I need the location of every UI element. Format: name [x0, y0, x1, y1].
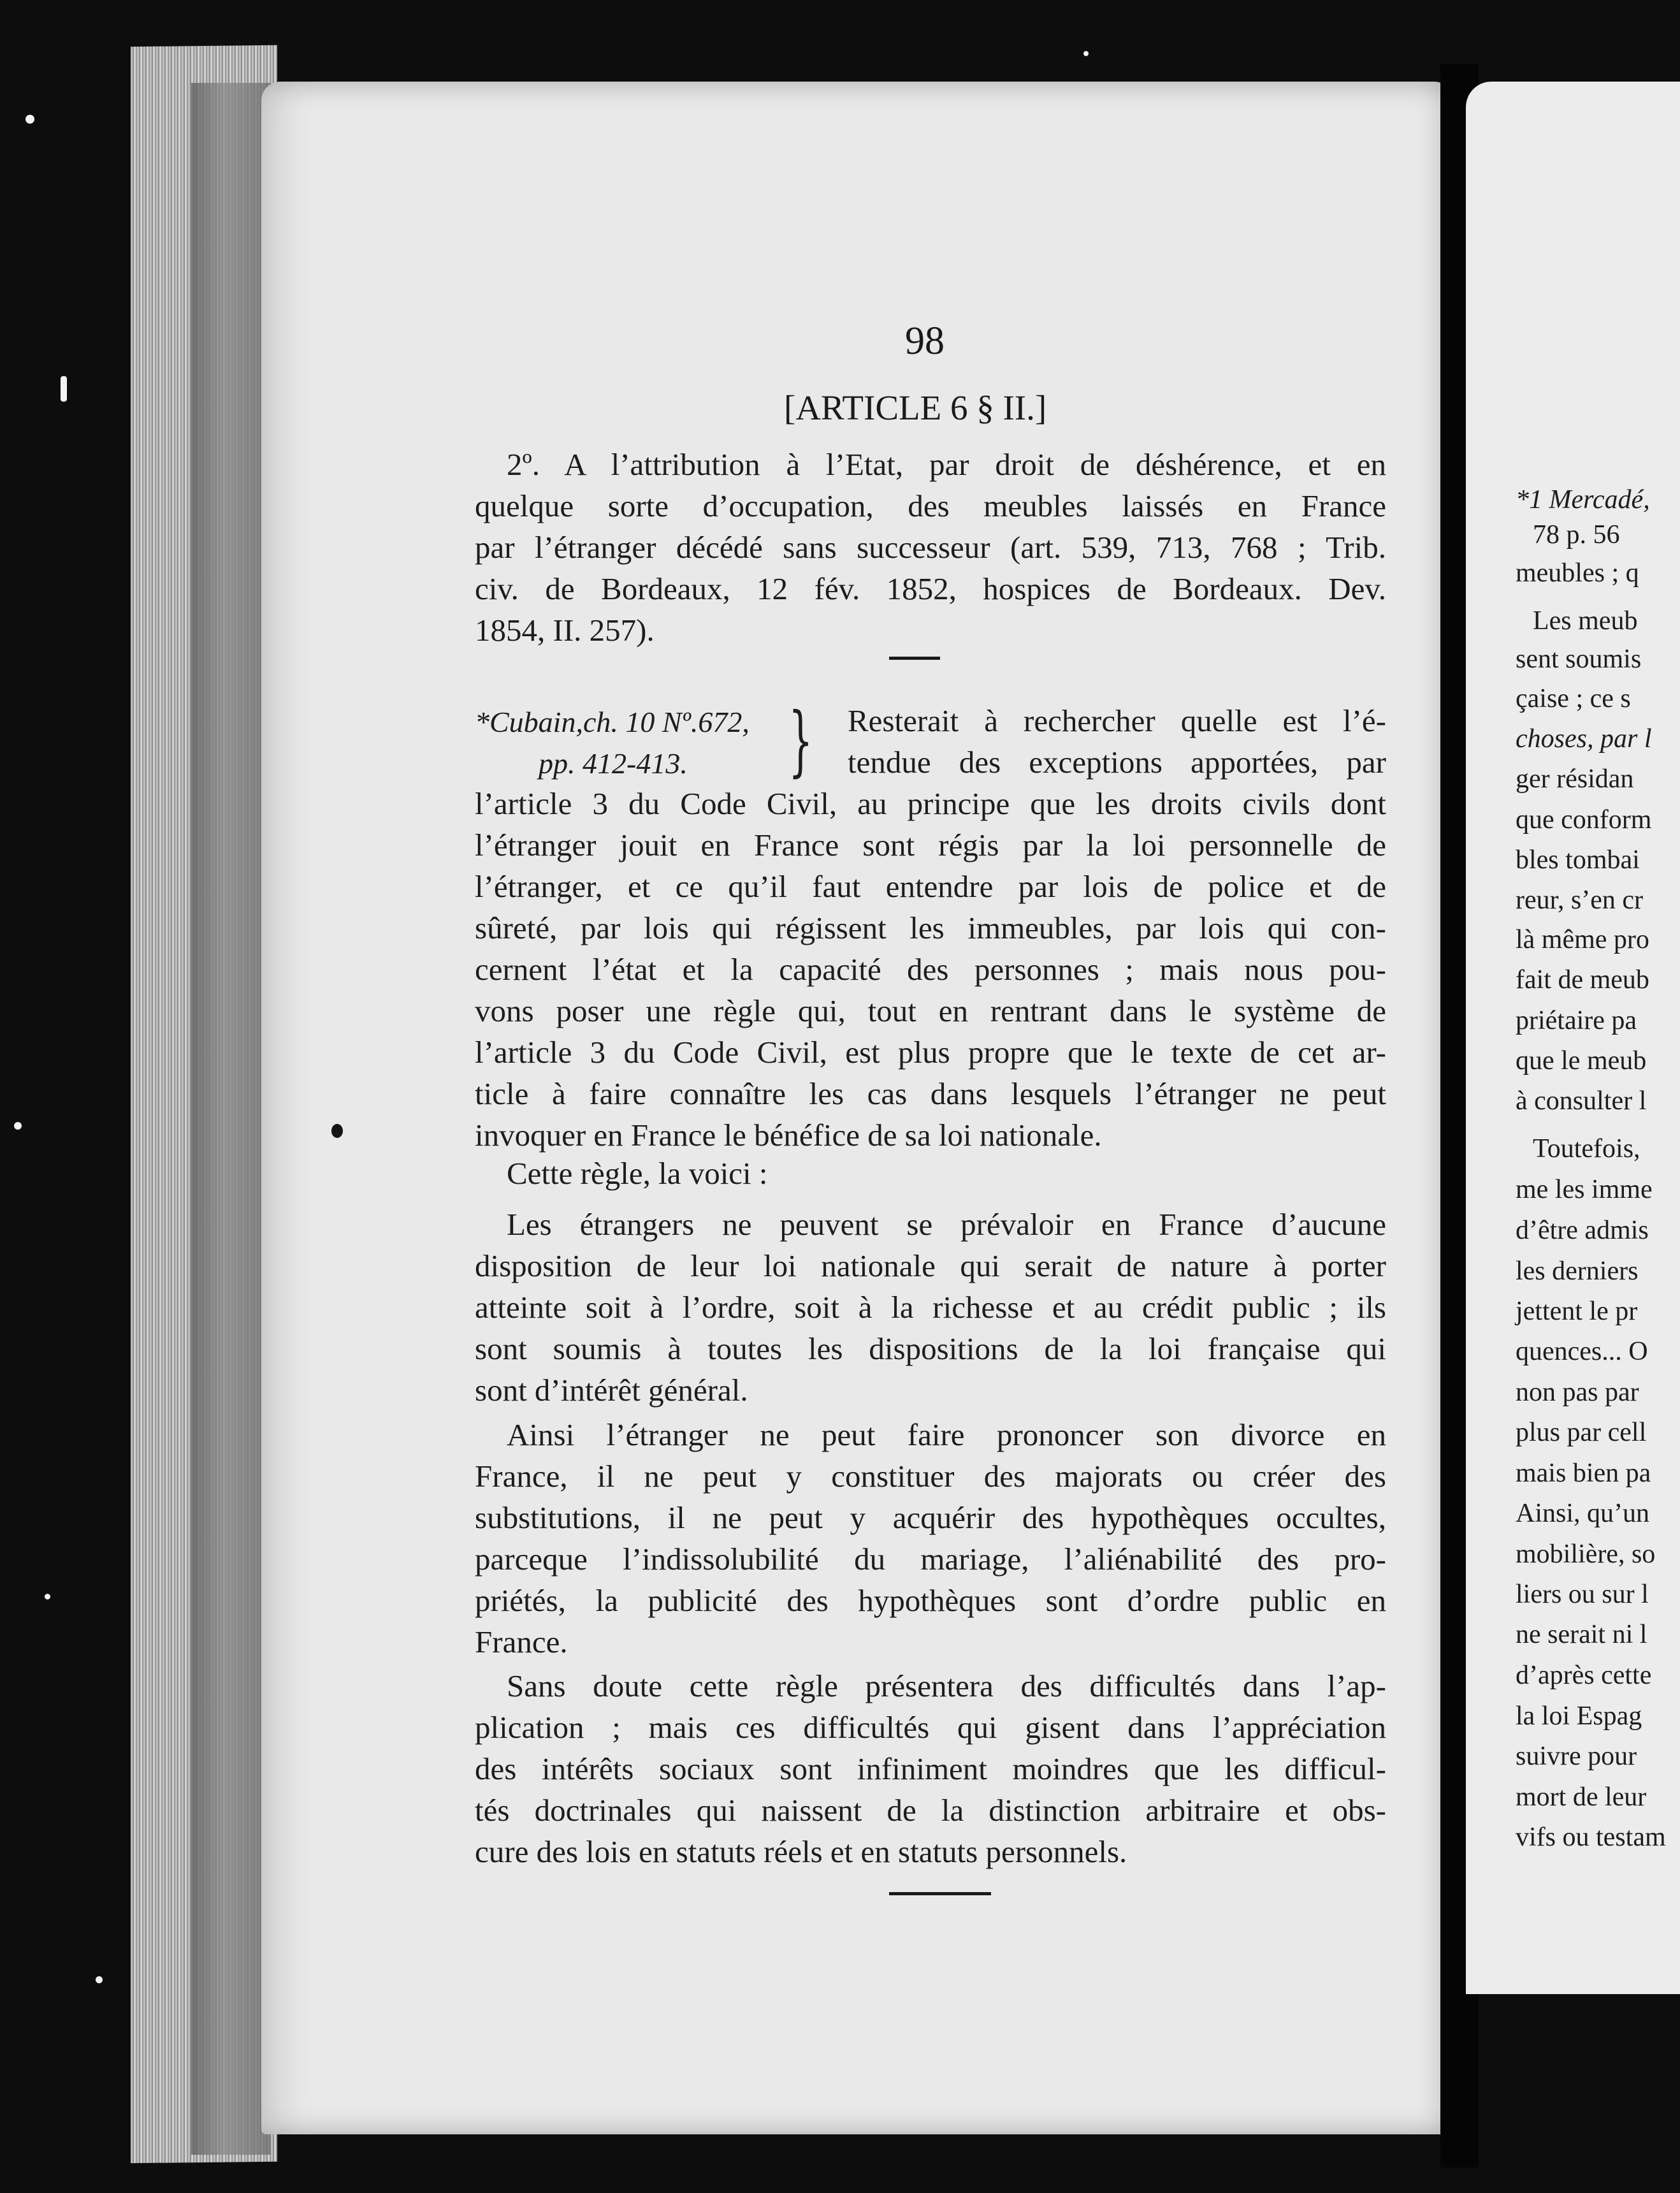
right-page-line: choses, par l: [1516, 724, 1652, 754]
text-line: cernent l’état et la capacité des personnes ; mais nous pou-: [475, 952, 1386, 987]
text-line: Resterait à rechercher quelle est l’é-: [848, 703, 1386, 738]
paragraph-6: [475, 1665, 1386, 1872]
paragraph-5: [475, 1414, 1386, 1663]
right-page-line: non pas par: [1516, 1378, 1639, 1407]
right-page-line: mobilière, so: [1516, 1540, 1656, 1569]
right-page-line: jettent le pr: [1516, 1297, 1638, 1326]
paragraph-4: [475, 1204, 1386, 1411]
closing-rule: [889, 1892, 991, 1895]
right-page-line: Les meub: [1533, 606, 1638, 636]
right-page-line: quences... O: [1516, 1337, 1648, 1366]
text-line: l’article 3 du Code Civil, au principe que les droits civils dont: [475, 786, 1386, 821]
text-line: des intérêts sociaux sont infiniment moindres que les difficul-: [475, 1751, 1386, 1786]
right-page-line: meubles ; q: [1516, 558, 1639, 588]
text-line: sont soumis à toutes les dispositions de la loi française qui: [475, 1331, 1386, 1366]
right-page-line: bles tombai: [1516, 845, 1640, 875]
text-line: civ. de Bordeaux, 12 fév. 1852, hospices de Bordeaux. Dev.: [475, 571, 1386, 606]
text-line: quelque sorte d’occupation, des meubles laissés en France: [475, 488, 1386, 523]
text-line: 1854, II. 257).: [475, 613, 655, 648]
right-page-line: 78 p. 56: [1533, 520, 1620, 550]
text-line: plication ; mais ces difficultés qui gisent dans l’appréciation: [475, 1710, 1386, 1745]
right-page-line: sent soumis: [1516, 645, 1642, 674]
text-line: atteinte soit à l’ordre, soit à la richesse et au crédit public ; ils: [475, 1290, 1386, 1325]
text-line: vons poser une règle qui, tout en rentrant dans le système de: [475, 993, 1386, 1028]
right-page-line: plus par cell: [1516, 1418, 1647, 1447]
section-rule: [889, 657, 940, 660]
page-mark: [331, 1124, 343, 1138]
page-edge-shadow: [191, 83, 271, 2155]
scan-speck: [14, 1122, 22, 1130]
text-line: France.: [475, 1624, 568, 1659]
text-line: priétés, la publicité des hypothèques sont d’ordre public en: [475, 1583, 1386, 1618]
text-line: sûreté, par lois qui régissent les immeubles, par lois qui con-: [475, 910, 1386, 945]
text-line: France, il ne peut y constituer des majorats ou créer des: [475, 1459, 1386, 1494]
margin-note: [475, 701, 749, 784]
text-line: tendue des exceptions apportées, par: [848, 745, 1386, 780]
right-page-line: d’être admis: [1516, 1216, 1649, 1245]
right-page-line: là même pro: [1516, 925, 1649, 954]
scan-speck: [45, 1594, 50, 1599]
text-line: par l’étranger décédé sans successeur (art. 539, 713, 768 ; Trib.: [475, 530, 1386, 565]
right-page-line: suivre pour: [1516, 1742, 1637, 1771]
margin-note-line: pp. 412-413.: [539, 747, 688, 780]
right-page-line: mort de leur: [1516, 1782, 1647, 1812]
paragraph-2-top: [848, 700, 1386, 783]
text-line: l’étranger jouit en France sont régis par la loi personnelle de: [475, 827, 1386, 863]
right-page-line: les derniers: [1516, 1257, 1639, 1286]
paragraph-1: [475, 444, 1386, 651]
right-page-line: çaise ; ce s: [1516, 684, 1631, 713]
right-page-line: à consulter l: [1516, 1086, 1647, 1116]
right-page-line: que conform: [1516, 805, 1652, 834]
right-page-line: priétaire pa: [1516, 1006, 1637, 1035]
text-line: substitutions, il ne peut y acquérir des hypothèques occultes,: [475, 1500, 1386, 1535]
scan-speck: [25, 115, 34, 124]
right-page-line: me les imme: [1516, 1175, 1653, 1204]
right-page-line: ne serait ni l: [1516, 1620, 1647, 1649]
right-page-line: la loi Espag: [1516, 1701, 1642, 1731]
article-heading: [ARTICLE 6 § II.]: [784, 388, 1047, 427]
text-line: Sans doute cette règle présentera des difficultés dans l’ap-: [507, 1668, 1386, 1703]
right-page-line: mais bien pa: [1516, 1459, 1651, 1488]
right-page-line: liers ou sur l: [1516, 1580, 1649, 1609]
text-line: Ainsi l’étranger ne peut faire prononcer son divorce en: [507, 1417, 1386, 1452]
text-line: Les étrangers ne peuvent se prévaloir en France d’aucune: [507, 1207, 1386, 1242]
right-page-line: vifs ou testam: [1516, 1823, 1666, 1852]
paragraph-3: Cette règle, la voici :: [507, 1156, 768, 1191]
paragraph-2: [475, 783, 1386, 1156]
scan-speck: [96, 1976, 103, 1983]
right-page-line: ger résidan: [1516, 764, 1634, 794]
right-page-line: Ainsi, qu’un: [1516, 1499, 1649, 1528]
scan-speck: [1083, 51, 1089, 56]
text-line: invoquer en France le bénéfice de sa loi nationale.: [475, 1118, 1102, 1153]
right-page-line: *1 Mercadé,: [1516, 485, 1650, 514]
text-line: ticle à faire connaître les cas dans lesquels l’étranger ne peut: [475, 1076, 1386, 1111]
brace-symbol: }: [788, 697, 813, 785]
text-line: sont d’intérêt général.: [475, 1373, 748, 1408]
text-line: parceque l’indissolubilité du mariage, l’aliénabilité des pro-: [475, 1541, 1386, 1577]
text-line: 2º. A l’attribution à l’Etat, par droit de déshérence, et en: [507, 447, 1386, 482]
text-line: l’étranger, et ce qu’il faut entendre par lois de police et de: [475, 869, 1386, 904]
right-page-line: que le meub: [1516, 1046, 1647, 1075]
page-number: 98: [905, 319, 945, 363]
right-page-line: d’après cette: [1516, 1661, 1652, 1690]
scan-speck: [61, 376, 67, 402]
text-line: cure des lois en statuts réels et en statuts personnels.: [475, 1834, 1127, 1869]
margin-note-line: *Cubain,ch. 10 Nº.672,: [475, 706, 749, 738]
text-line: tés doctrinales qui naissent de la distinction arbitraire et obs-: [475, 1793, 1386, 1828]
text-line: disposition de leur loi nationale qui serait de nature à porter: [475, 1248, 1386, 1283]
right-page-line: fait de meub: [1516, 965, 1649, 994]
text-line: l’article 3 du Code Civil, est plus propre que le texte de cet ar-: [475, 1035, 1386, 1070]
right-page-line: Toutefois,: [1533, 1134, 1640, 1163]
right-page-line: reur, s’en cr: [1516, 885, 1644, 915]
